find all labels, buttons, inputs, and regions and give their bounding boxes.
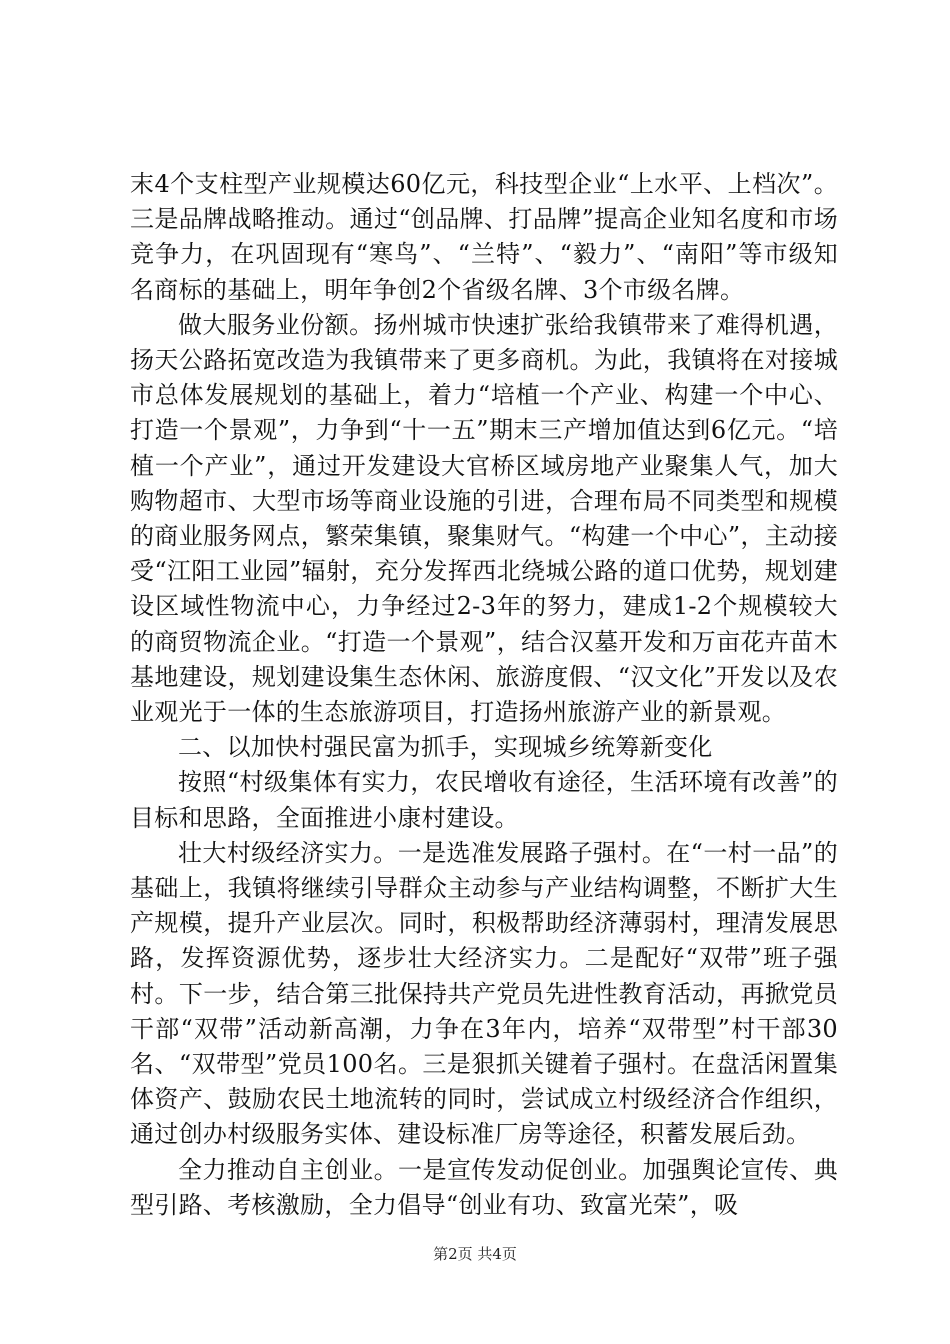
paragraph-continuation: 末4个支柱型产业规模达60亿元，科技型企业“上水平、上档次”。三是品牌战略推动。通过“创品牌、打品牌”提高企业知名度和市场竞争力，在巩固现有“寒鸟”、“兰特”、“毅力”、“南阳”等市级知名商标的基础上，明年争创2个省级名牌、3个市级名牌。 — [130, 170, 838, 304]
paragraph-entrepreneurship: 全力推动自主创业。一是宣传发动促创业。加强舆论宣传、典型引路、考核激励，全力倡导“创业有功、致富光荣”，吸 — [130, 1155, 838, 1219]
paragraph-village-economy: 壮大村级经济实力。一是选准发展路子强村。在“一村一品”的基础上，我镇将继续引导群众主动参与产业结构调整，不断扩大生产规模，提升产业层次。同时，积极帮助经济薄弱村，理清发展思路，发挥资源优势，逐步壮大经济实力。二是配好“双带”班子强村。下一步，结合第三批保持共产党员先进性教育活动，再掀党员干部“双带”活动新高潮，力争在3年内，培养“双带型”村干部30名、“双带型”党员100名。三是狠抓关键着子强村。在盘活闲置集体资产、鼓励农民土地流转的同时，尝试成立村级经济合作组织，通过创办村级服务实体、建设标准厂房等途径，积蓄发展后劲。 — [130, 838, 838, 1149]
section-heading: 二、以加快村强民富为抓手，实现城乡统筹新变化 — [178, 733, 713, 762]
paragraph-goals: 按照“村级集体有实力，农民增收有途径，生活环境有改善”的目标和思路，全面推进小康村建设。 — [130, 768, 838, 832]
document-body — [130, 167, 838, 1223]
paragraph-service-industry: 做大服务业份额。扬州城市快速扩张给我镇带来了难得机遇，扬天公路拓宽改造为我镇带来了更多商机。为此，我镇将在对接城市总体发展规划的基础上，着力“培植一个产业、构建一个中心、打造一个景观”，力争到“十一五”期末三产增加值达到6亿元。“培植一个产业”，通过开发建设大官桥区域房地产业聚集人气，加大购物超市、大型市场等商业设施的引进，合理布局不同类型和规模的商业服务网点，繁荣集镇，聚集财气。“构建一个中心”，主动接受“江阳工业园”辐射，充分发挥西北绕城公路的道口优势，规划建设区域性物流中心，力争经过2-3年的努力，建成1-2个规模较大的商贸物流企业。“打造一个景观”，结合汉墓开发和万亩花卉苗木基地建设，规划建设集生态休闲、旅游度假、“汉文化”开发以及农业观光于一体的生态旅游项目，打造扬州旅游产业的新景观。 — [130, 310, 838, 727]
page-footer: 第2页 共4页 — [433, 1245, 517, 1263]
